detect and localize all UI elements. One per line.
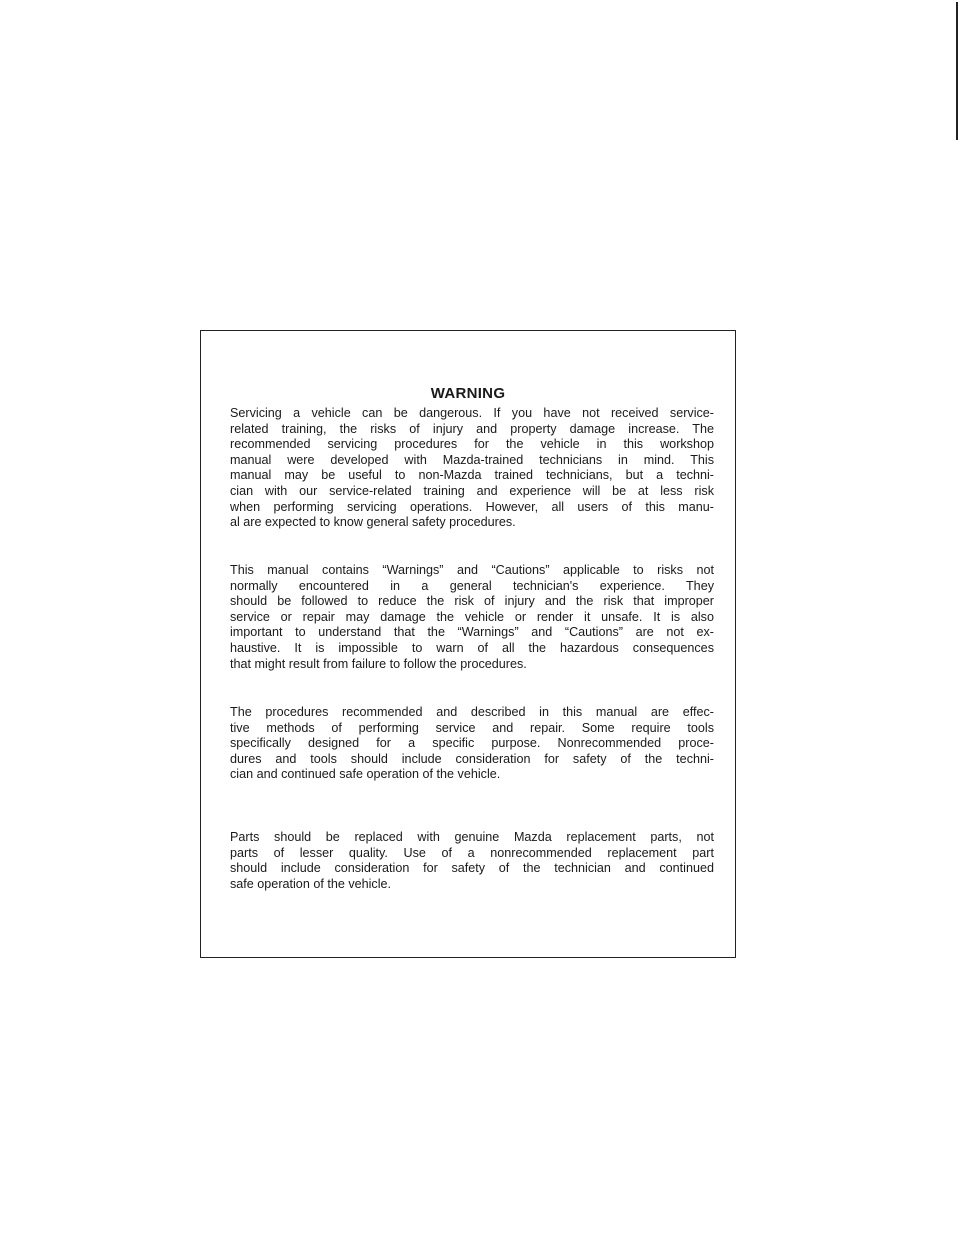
text-line: manual may be useful to non-Mazda trained technicians, but a techni-: [230, 468, 714, 483]
text-line: specifically designed for a specific purpose. Nonrecommended proce-: [230, 736, 714, 751]
text-line: Servicing a vehicle can be dangerous. If you have not received service-: [230, 406, 714, 420]
warning-paragraph-1: [230, 406, 714, 531]
text-line: important to understand that the “Warnings” and “Cautions” are not ex-: [230, 625, 714, 640]
warning-paragraph-4: [230, 830, 714, 892]
text-line: recommended servicing procedures for the vehicle in this workshop: [230, 437, 714, 452]
text-line: service or repair may damage the vehicle or render it unsafe. It is also: [230, 609, 714, 624]
text-line: cian and continued safe operation of the vehicle.: [230, 767, 501, 782]
text-line: should be followed to reduce the risk of injury and the risk that improper: [230, 594, 714, 609]
warning-paragraph-3: [230, 705, 714, 783]
text-line: Parts should be replaced with genuine Mazda replacement parts, not: [230, 830, 714, 844]
warning-paragraph-2: [230, 563, 714, 672]
text-line: related training, the risks of injury and property damage increase. The: [230, 421, 714, 436]
text-line: This manual contains “Warnings” and “Cautions” applicable to risks not: [230, 563, 714, 577]
text-line: The procedures recommended and described in this manual are effec-: [230, 705, 714, 719]
text-line: al are expected to know general safety procedures.: [230, 515, 516, 530]
text-line: safe operation of the vehicle.: [230, 876, 392, 891]
text-line: should include consideration for safety of the technician and continued: [230, 861, 714, 876]
text-line: haustive. It is impossible to warn of all the hazardous consequences: [230, 640, 714, 655]
page-edge-mark: [956, 2, 958, 140]
text-line: manual were developed with Mazda-trained technicians in mind. This: [230, 452, 714, 467]
warning-box: [200, 330, 736, 958]
text-line: cian with our service-related training and experience will be at less risk: [230, 483, 714, 498]
warning-title: WARNING: [430, 385, 506, 402]
text-line: normally encountered in a general technician's experience. They: [230, 578, 714, 593]
text-line: parts of lesser quality. Use of a nonrecommended replacement part: [230, 845, 714, 860]
text-line: dures and tools should include consideration for safety of the techni-: [230, 751, 714, 766]
text-line: when performing servicing operations. However, all users of this manu-: [230, 499, 714, 514]
text-line: tive methods of performing service and repair. Some require tools: [230, 720, 714, 735]
text-line: that might result from failure to follow the procedures.: [230, 656, 527, 671]
